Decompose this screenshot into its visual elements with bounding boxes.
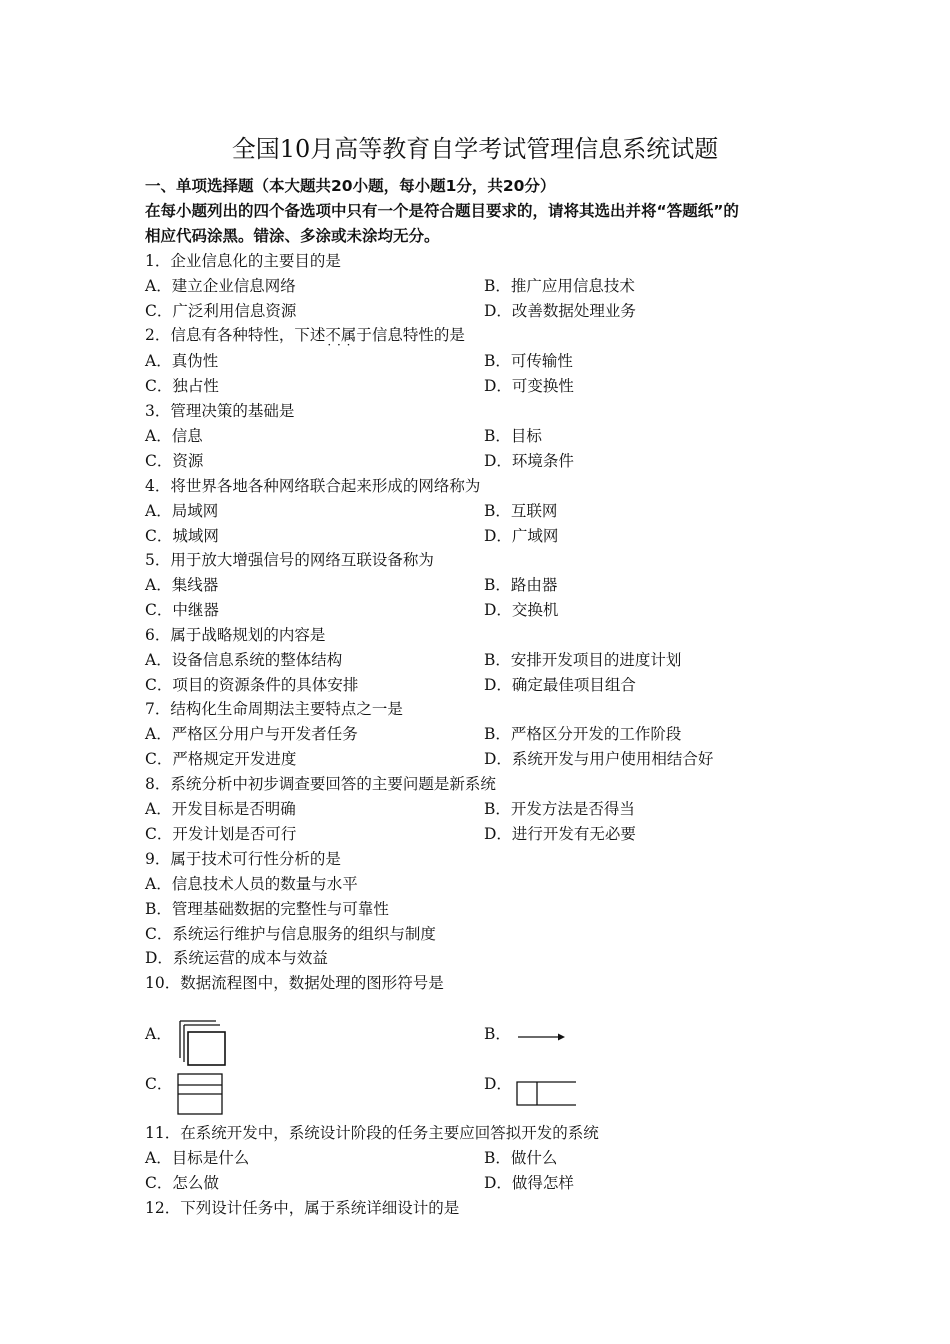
section-heading: 一、单项选择题（本大题共20小题，每小题1分，共20分） (145, 177, 556, 195)
option-b: B．严格区分开发的工作阶段 (484, 725, 682, 743)
question-stem: 1．企业信息化的主要目的是 (145, 252, 341, 270)
question-stem: 12．下列设计任务中，属于系统详细设计的是 (145, 1199, 460, 1217)
option-d: D．系统开发与用户使用相结合好 (484, 750, 714, 768)
option-b: B．开发方法是否得当 (484, 800, 635, 818)
option-a: A．集线器 (145, 576, 219, 594)
option-b: B．安排开发项目的进度计划 (484, 651, 682, 669)
option-c: C．系统运行维护与信息服务的组织与制度 (145, 925, 436, 943)
option-a: A．信息技术人员的数量与水平 (145, 875, 358, 893)
option-c: C．广泛利用信息资源 (145, 302, 297, 320)
question-stem: 4．将世界各地各种网络联合起来形成的网络称为 (145, 477, 481, 495)
option-d: D．广域网 (484, 527, 559, 545)
option-d: D．确定最佳项目组合 (484, 676, 636, 694)
option-a: A．建立企业信息网络 (145, 277, 296, 295)
option-b: B．互联网 (484, 502, 558, 520)
option-a: A．目标是什么 (145, 1149, 250, 1167)
question-stem: 3．管理决策的基础是 (145, 402, 295, 420)
option-a: A．真伪性 (145, 352, 219, 370)
question-stem: 10．数据流程图中，数据处理的图形符号是 (145, 974, 444, 992)
question-stem: 11．在系统开发中，系统设计阶段的任务主要应回答拟开发的系统 (145, 1124, 599, 1142)
arrow-right-icon (516, 1030, 568, 1044)
split-rectangle-icon (176, 1072, 226, 1118)
question-stem: 5．用于放大增强信号的网络互联设备称为 (145, 551, 434, 569)
option-c: C．怎么做 (145, 1174, 219, 1192)
option-a: A．严格区分用户与开发者任务 (145, 725, 358, 743)
instruction-line-2: 相应代码涂黑。错涂、多涂或未涂均无分。 (145, 227, 440, 245)
stem-part: 2．信息有各种特性，下述 (145, 326, 326, 344)
option-c: C．严格规定开发进度 (145, 750, 297, 768)
option-d: D．进行开发有无必要 (484, 825, 636, 843)
option-d: D．系统运营的成本与效益 (145, 949, 328, 967)
question-stem: 9．属于技术可行性分析的是 (145, 850, 341, 868)
page-title: 全国10月高等教育自学考试管理信息系统试题 (231, 135, 719, 163)
option-d: D．做得怎样 (484, 1174, 574, 1192)
option-a: A． (145, 1025, 172, 1043)
emphasized-text: 不属于 · · · (325, 326, 372, 344)
option-b: B．推广应用信息技术 (484, 277, 635, 295)
option-c: C．城域网 (145, 527, 219, 545)
stacked-squares-icon (176, 1018, 230, 1068)
option-b: B．目标 (484, 427, 542, 445)
open-storage-icon (514, 1079, 578, 1109)
option-c: C．资源 (145, 452, 204, 470)
option-c: C．项目的资源条件的具体安排 (145, 676, 359, 694)
stem-part: 信息特性的是 (371, 326, 465, 344)
option-d: D．交换机 (484, 601, 559, 619)
question-stem (145, 325, 465, 345)
instruction-line-1: 在每小题列出的四个备选项中只有一个是符合题目要求的，请将其选出并将“答题纸”的 (145, 202, 739, 220)
option-b: B．做什么 (484, 1149, 558, 1167)
option-d: D．环境条件 (484, 452, 574, 470)
option-a: A．局域网 (145, 502, 219, 520)
option-a: A．设备信息系统的整体结构 (145, 651, 343, 669)
option-d: D．可变换性 (484, 377, 574, 395)
option-b: B． (484, 1025, 511, 1043)
option-b: B．路由器 (484, 576, 558, 594)
option-b: B．可传输性 (484, 352, 573, 370)
option-b: B．管理基础数据的完整性与可靠性 (145, 900, 389, 918)
question-stem: 7．结构化生命周期法主要特点之一是 (145, 700, 403, 718)
option-d: D． (484, 1075, 512, 1093)
option-d: D．改善数据处理业务 (484, 302, 636, 320)
option-c: C．中继器 (145, 601, 219, 619)
option-c: C．独占性 (145, 377, 219, 395)
question-stem: 6．属于战略规划的内容是 (145, 626, 326, 644)
option-a: A．信息 (145, 427, 203, 445)
option-a: A．开发目标是否明确 (145, 800, 296, 818)
option-c: C． (145, 1075, 173, 1093)
option-c: C．开发计划是否可行 (145, 825, 297, 843)
question-stem: 8．系统分析中初步调查要回答的主要问题是新系统 (145, 775, 496, 793)
